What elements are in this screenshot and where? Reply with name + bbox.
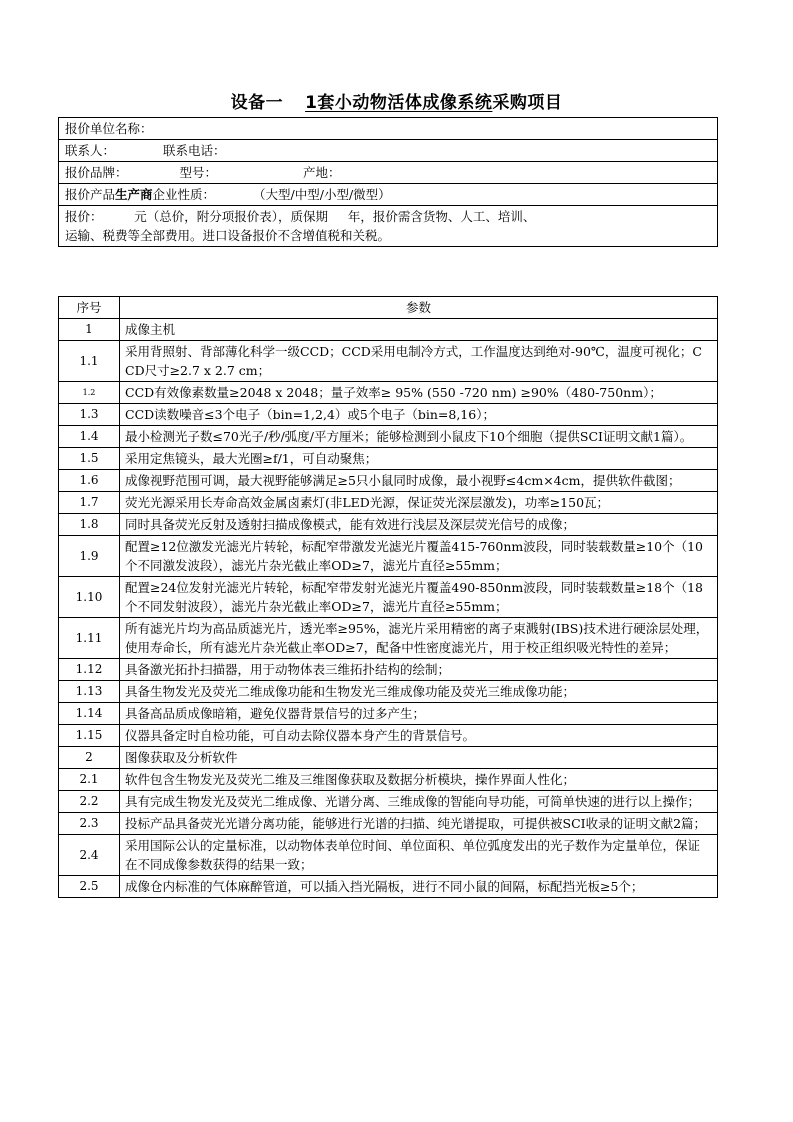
table-row — [59, 382, 718, 404]
row-number: 1 — [59, 319, 120, 341]
model-label: 型号： — [179, 165, 218, 180]
table-row — [59, 577, 718, 618]
row-parameter: 仪器具备定时自检功能，可自动去除仪器本身产生的背景信号。 — [120, 725, 718, 747]
row-parameter: 图像获取及分析软件 — [120, 747, 718, 769]
contact-cell — [59, 140, 718, 162]
row-parameter: CCD有效像素数量≥2048 x 2048；量子效率≥ 95% (550 -720 nm) ≥90%（480-750nm）； — [120, 382, 718, 404]
table-row — [59, 319, 718, 341]
table-row — [59, 725, 718, 747]
nature-suffix: 企业性质： — [152, 187, 216, 202]
table-row — [59, 426, 718, 448]
page-title — [0, 88, 793, 113]
brand-label: 报价品牌： — [65, 165, 128, 180]
table-row — [59, 404, 718, 426]
row-parameter: 成像视野范围可调，最大视野能够满足≥5只小鼠同时成像，最小视野≤4cm×4cm，提供软件截图； — [120, 470, 718, 492]
enterprise-nature-cell — [59, 184, 718, 206]
quote-line-2: 运输、税费等全部费用。进口设备报价不含增值税和关税。 — [65, 228, 391, 243]
nature-options: （大型/中型/小型/微型） — [253, 187, 391, 202]
table-row — [59, 536, 718, 577]
row-parameter: 采用国际公认的定量标准，以动物体表单位时间、单位面积、单位弧度发出的光子数作为定量单位，保证在不同成像参数获得的结果一致； — [120, 835, 718, 876]
table-row — [59, 791, 718, 813]
row-number: 1.8 — [59, 514, 120, 536]
row-number: 1.15 — [59, 725, 120, 747]
row-number: 1.13 — [59, 681, 120, 703]
header-no: 序号 — [59, 297, 120, 319]
table-row — [59, 618, 718, 659]
table-row — [59, 747, 718, 769]
table-row — [59, 703, 718, 725]
row-number: 2 — [59, 747, 120, 769]
row-number: 2.2 — [59, 791, 120, 813]
title-main: 1套小动物活体成像系统 — [305, 93, 493, 113]
row-parameter: 采用定焦镜头，最大光圈≥f/1，可自动聚焦； — [120, 448, 718, 470]
unit-name-label: 报价单位名称： — [65, 121, 153, 136]
row-number: 1.6 — [59, 470, 120, 492]
row-number: 1.10 — [59, 577, 120, 618]
table-row — [59, 341, 718, 382]
row-number: 1.14 — [59, 703, 120, 725]
row-parameter: 所有滤光片均为高品质滤光片，透光率≥95%，滤光片采用精密的离子束溅射(IBS)技术进行硬涂层处理，使用寿命长，所有滤光片杂光截止率OD≥7，配备中性密度滤光片，用于校正组织吸光特性的差异； — [120, 618, 718, 659]
table-row — [59, 492, 718, 514]
row-number: 1.7 — [59, 492, 120, 514]
row-parameter: 配置≥24位发射光滤光片转轮，标配窄带发射光滤光片覆盖490-850nm波段，同时装载数量≥18个（18个不同发射波段），滤光片杂光截止率OD≥7，滤光片直径≥55mm； — [120, 577, 718, 618]
row-number: 1.9 — [59, 536, 120, 577]
phone-label: 联系电话： — [163, 143, 226, 158]
row-number: 2.3 — [59, 813, 120, 835]
row-number: 2.4 — [59, 835, 120, 876]
quote-info-table — [58, 117, 718, 247]
row-number: 1.11 — [59, 618, 120, 659]
title-suffix: 采购项目 — [492, 93, 563, 113]
quote-terms-cell — [59, 206, 718, 247]
table-row — [59, 876, 718, 898]
row-parameter: 具备激光拓扑扫描器，用于动物体表三维拓扑结构的绘制； — [120, 659, 718, 681]
row-number: 1.1 — [59, 341, 120, 382]
table-row — [59, 659, 718, 681]
row-number: 1.2 — [59, 382, 120, 404]
table-row — [59, 514, 718, 536]
table-row — [59, 813, 718, 835]
header-param: 参数 — [120, 297, 718, 319]
row-parameter: 投标产品具备荧光光谱分离功能，能够进行光谱的扫描、纯光谱提取，可提供被SCI收录的证明文献2篇； — [120, 813, 718, 835]
brand-cell — [59, 162, 718, 184]
row-number: 2.1 — [59, 769, 120, 791]
origin-label: 产地： — [303, 165, 341, 180]
table-row — [59, 769, 718, 791]
nature-prefix: 报价产品 — [65, 187, 116, 202]
row-parameter: 同时具备荧光反射及透射扫描成像模式，能有效进行浅层及深层荧光信号的成像； — [120, 514, 718, 536]
unit-name-cell — [59, 118, 718, 140]
row-parameter: CCD读数噪音≤3个电子（bin=1,2,4）或5个电子（bin=8,16）； — [120, 404, 718, 426]
quote-line-1: 报价： 元（总价，附分项报价表），质保期 年，报价需含货物、人工、培训、 — [65, 209, 536, 224]
nature-bold: 生产商 — [115, 187, 153, 202]
row-parameter: 成像仓内标准的气体麻醉管道，可以插入挡光隔板，进行不同小鼠的间隔，标配挡光板≥5个； — [120, 876, 718, 898]
table-row — [59, 835, 718, 876]
row-number: 1.3 — [59, 404, 120, 426]
row-number: 1.12 — [59, 659, 120, 681]
table-row — [59, 681, 718, 703]
row-parameter: 成像主机 — [120, 319, 718, 341]
row-number: 1.4 — [59, 426, 120, 448]
row-parameter: 具备生物发光及荧光二维成像功能和生物发光三维成像功能及荧光三维成像功能； — [120, 681, 718, 703]
title-prefix: 设备一 — [230, 93, 284, 113]
table-row — [59, 470, 718, 492]
row-parameter: 最小检测光子数≤70光子/秒/弧度/平方厘米；能够检测到小鼠皮下10个细胞（提供SCI证明文献1篇）。 — [120, 426, 718, 448]
row-parameter: 具有完成生物发光及荧光二维成像、光谱分离、三维成像的智能向导功能，可简单快速的进行以上操作； — [120, 791, 718, 813]
row-parameter: 采用背照射、背部薄化科学一级CCD；CCD采用电制冷方式，工作温度达到绝对-90℃，温度可视化；CCD尺寸≥2.7 x 2.7 cm； — [120, 341, 718, 382]
row-parameter: 具备高品质成像暗箱，避免仪器背景信号的过多产生； — [120, 703, 718, 725]
row-parameter: 配置≥12位激发光滤光片转轮，标配窄带激发光滤光片覆盖415-760nm波段，同时装载数量≥10个（10个不同激发波段），滤光片杂光截止率OD≥7，滤光片直径≥55mm； — [120, 536, 718, 577]
row-number: 1.5 — [59, 448, 120, 470]
contact-label: 联系人： — [65, 143, 116, 158]
row-parameter: 软件包含生物发光及荧光二维及三维图像获取及数据分析模块，操作界面人性化； — [120, 769, 718, 791]
parameter-table — [58, 296, 718, 898]
row-parameter: 荧光光源采用长寿命高效金属卤素灯(非LED光源，保证荧光深层激发)，功率≥150瓦； — [120, 492, 718, 514]
row-number: 2.5 — [59, 876, 120, 898]
table-row — [59, 448, 718, 470]
